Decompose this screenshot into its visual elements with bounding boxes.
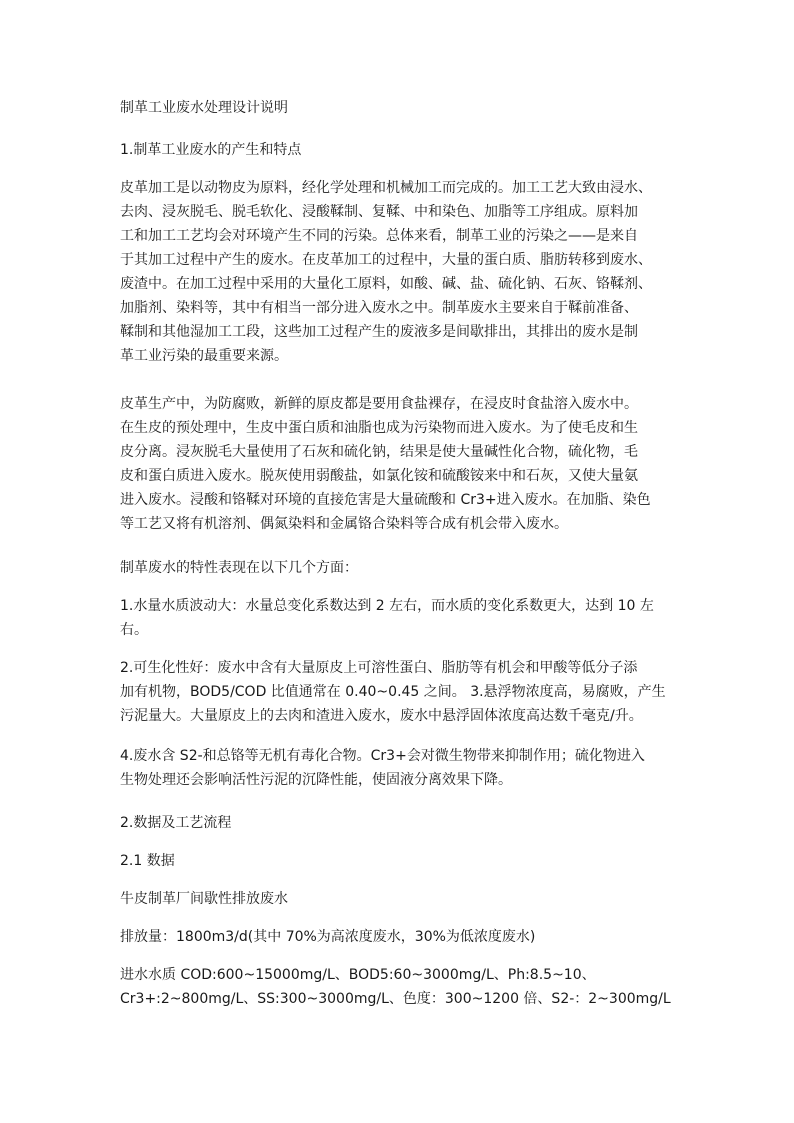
paragraph-line: 污泥量大。大量原皮上的去肉和渣进入废水，废水中悬浮固体浓度高达数千毫克/升。	[120, 708, 643, 724]
section-2-heading-text: 2.数据及工艺流程	[120, 815, 232, 831]
paragraph-line: 生物处理还会影响活性污泥的沉降性能，使固液分离效果下降。	[120, 772, 512, 788]
paragraph-line: 进水水质 COD:600~15000mg/L、BOD5:60~3000mg/L、Ph:8.5~10、	[120, 967, 596, 983]
section-2-1-heading	[120, 849, 700, 873]
paragraph-line: 皮和蛋白质进入废水。脱灰使用弱酸盐，如氯化铵和硫酸铵来中和石灰，又使大量氨	[120, 468, 638, 484]
paragraph-line: Cr3+:2~800mg/L、SS:300~3000mg/L、色度：300~1200 倍、S2-：2~300mg/L	[120, 991, 671, 1007]
paragraph-line: 在生皮的预处理中，生皮中蛋白质和油脂也成为污染物而进入废水。为了使毛皮和生	[120, 420, 638, 436]
paragraph-line: 加脂剂、染料等，其中有相当一部分进入废水之中。制革废水主要来自于鞣前准备、	[120, 300, 638, 316]
paragraph-leather-processing	[120, 176, 700, 368]
paragraph-line: 革工业污染的最重要来源。	[120, 348, 288, 364]
document-title	[120, 96, 700, 120]
paragraph-line: 鞣制和其他湿加工工段，这些加工过程产生的废液多是间歇排出，其排出的废水是制	[120, 324, 638, 340]
section-1-heading	[120, 138, 700, 162]
paragraph-line: 皮革生产中，为防腐败，新鲜的原皮都是要用食盐裸存，在浸皮时食盐溶入废水中。	[120, 396, 638, 412]
paragraph-point-2-3	[120, 656, 700, 728]
paragraph-line: 等工艺又将有机溶剂、偶氮染料和金属铬合染料等合成有机会带入废水。	[120, 516, 568, 532]
paragraph-line: 2.可生化性好：废水中含有大量原皮上可溶性蛋白、脂肪等有机会和甲酸等低分子添	[120, 660, 638, 676]
paragraph-line: 制革废水的特性表现在以下几个方面：	[120, 560, 358, 576]
paragraph-line: 废渣中。在加工过程中采用的大量化工原料，如酸、碱、盐、硫化钠、石灰、铬鞣剂、	[120, 276, 652, 292]
section-2-1-heading-text: 2.1 数据	[120, 853, 175, 869]
paragraph-line: 工和加工工艺均会对环境产生不同的污染。总体来看，制革工业的污染之——是来自	[120, 228, 638, 244]
paragraph-pollution-sources	[120, 392, 700, 536]
paragraph-point-1	[120, 594, 700, 642]
paragraph-line: 皮革加工是以动物皮为原料，经化学处理和机械加工而完成的。加工工艺大致由浸水、	[120, 180, 652, 196]
paragraph-line: 于其加工过程中产生的废水。在皮革加工的过程中，大量的蛋白质、脂肪转移到废水、	[120, 252, 652, 268]
section-2-heading	[120, 811, 700, 835]
paragraph-line: 去肉、浸灰脱毛、脱毛软化、浸酸鞣制、复鞣、中和染色、加脂等工序组成。原料加	[120, 204, 638, 220]
paragraph-line: 右。	[120, 622, 148, 638]
paragraph-line: 牛皮制革厂间歇性排放废水	[120, 891, 288, 907]
paragraph-line: 皮分离。浸灰脱毛大量使用了石灰和硫化钠，结果是使大量碱性化合物，硫化物，毛	[120, 444, 638, 460]
paragraph-point-4	[120, 744, 700, 792]
paragraph-plant-description	[120, 887, 700, 911]
paragraph-characteristics-intro	[120, 556, 700, 580]
paragraph-line: 加有机物，BOD5/COD 比值通常在 0.40~0.45 之间。 3.悬浮物浓度高，易腐败，产生	[120, 684, 666, 700]
title-text: 制革工业废水处理设计说明	[120, 100, 288, 116]
paragraph-line: 1.水量水质波动大：水量总变化系数达到 2 左右，而水质的变化系数更大，达到 10 左	[120, 598, 654, 614]
paragraph-discharge-volume	[120, 925, 700, 949]
paragraph-influent-quality	[120, 963, 700, 1011]
section-1-heading-text: 1.制革工业废水的产生和特点	[120, 142, 302, 158]
paragraph-line: 进入废水。浸酸和铬鞣对环境的直接危害是大量硫酸和 Cr3+进入废水。在加脂、染色	[120, 492, 651, 508]
paragraph-line: 4.废水含 S2-和总铬等无机有毒化合物。Cr3+会对微生物带来抑制作用；硫化物进入	[120, 748, 645, 764]
paragraph-line: 排放量：1800m3/d(其中 70%为高浓度废水，30%为低浓度废水)	[120, 929, 536, 945]
